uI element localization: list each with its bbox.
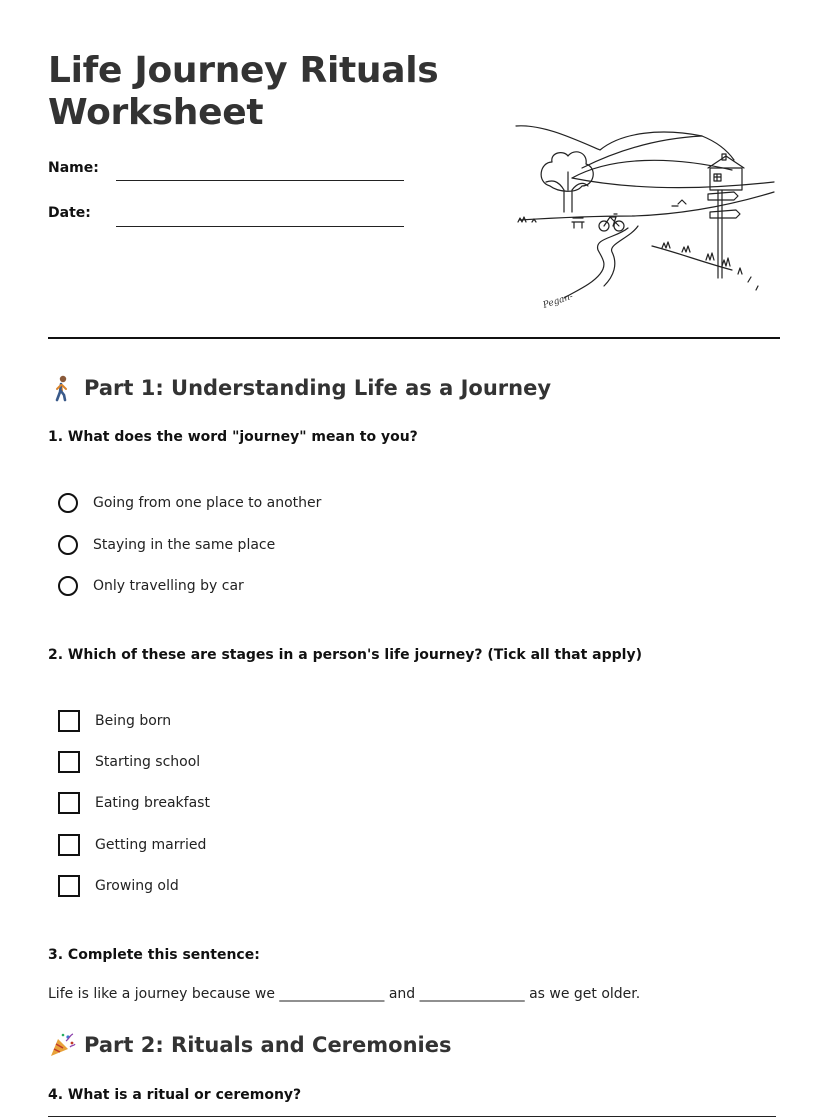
option-label: Only travelling by car [93,578,244,594]
option-label: Getting married [95,837,207,853]
date-label: Date: [48,205,91,221]
part1-heading-text: Part 1: Understanding Life as a Journey [84,376,552,400]
option-label: Eating breakfast [95,795,210,811]
person-walking-icon [48,374,76,402]
part2-heading [48,1031,451,1059]
q1-option[interactable] [58,491,321,515]
worksheet-title: Life Journey Rituals Worksheet [48,50,439,133]
radio-button[interactable] [58,576,78,596]
checkbox[interactable] [58,751,80,773]
party-popper-icon [48,1031,76,1059]
q1-option[interactable] [58,574,244,598]
life-journey-illustration [512,120,780,318]
header-divider [48,337,780,339]
option-label: Growing old [95,878,179,894]
option-label: Being born [95,713,172,729]
q2-option[interactable] [58,874,179,898]
question-3: 3. Complete this sentence: [48,947,260,963]
name-field[interactable] [116,180,404,181]
part2-heading-text: Part 2: Rituals and Ceremonies [84,1033,452,1057]
name-label: Name: [48,160,99,176]
checkbox[interactable] [58,834,80,856]
radio-button[interactable] [58,493,78,513]
option-label: Starting school [95,754,201,770]
option-label: Going from one place to another [93,495,322,511]
question-2: 2. Which of these are stages in a person's life journey? (Tick all that apply) [48,647,642,663]
fill-in-sentence[interactable]: Life is like a journey because we _______________ and _______________ as we get older. [48,986,641,1002]
question-4: 4. What is a ritual or ceremony? [48,1087,302,1103]
q2-option[interactable] [58,709,171,733]
q2-option[interactable] [58,833,206,857]
checkbox[interactable] [58,710,80,732]
checkbox[interactable] [58,875,80,897]
artist-signature: Pegan- [541,291,575,311]
checkbox[interactable] [58,792,80,814]
q1-option[interactable] [58,533,275,557]
radio-button[interactable] [58,535,78,555]
q2-option[interactable] [58,791,210,815]
q2-option[interactable] [58,750,200,774]
date-field[interactable] [116,226,404,227]
answer-line[interactable] [48,1116,776,1117]
part1-heading [48,374,551,402]
question-1: 1. What does the word "journey" mean to you? [48,429,418,445]
option-label: Staying in the same place [93,537,276,553]
